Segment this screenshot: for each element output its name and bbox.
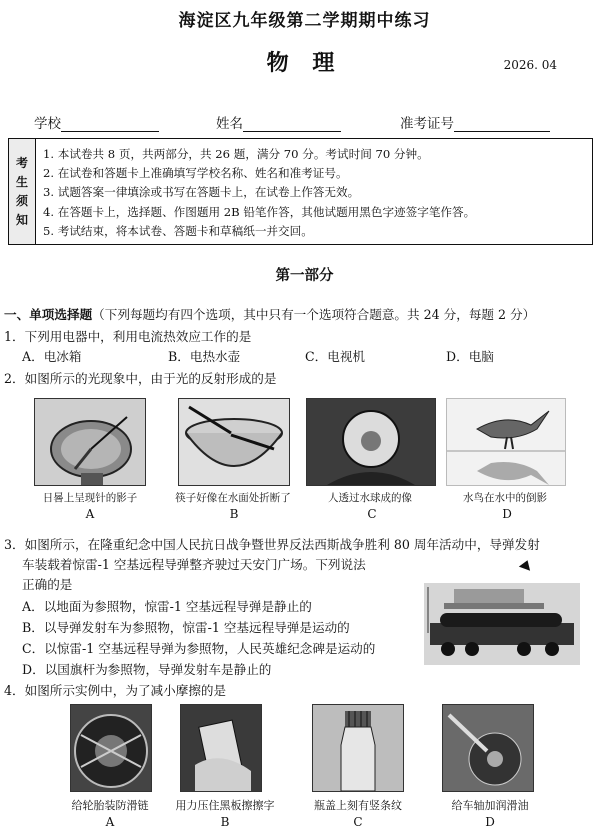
q1-option-c: C．电视机 [305,349,366,364]
exam-no-field [400,112,550,132]
q3-option-b: B．以导弹发射车为参照物，惊雷-1 空基远程导弹是运动的 [22,620,350,635]
part-title: 第一部分 [275,267,334,284]
water-ball-image [306,398,436,486]
exam-title: 海淀区九年级第二学期期中练习 [178,11,431,31]
bowl-drawing [179,399,289,485]
notice-item: 5. 考试结束，将本试卷、答题卡和草稿纸一并交回。 [43,223,313,238]
q1-option-a: A．电冰箱 [22,349,82,364]
q2-label-a: A [85,507,95,521]
axle-oil-image [442,704,534,792]
notice-item: 2. 在试卷和答题卡上准确填写学校名称、姓名和准考证号。 [43,166,348,181]
notice-item: 4. 在答题卡上，选择题、作图题用 2B 铅笔作答，其他试题用黑色字迹签字笔作答。 [43,204,476,219]
section-heading: 一、单项选择题（下列每题均有四个选项，其中只有一个选项符合题意。共 24 分，每题 2 分） [4,307,536,322]
q3-line3: 正确的是 [22,577,73,592]
notice-items [43,145,475,241]
q4-caption-d: 给车轴加润滑油 [451,799,529,812]
missile-vehicle-image [424,583,580,665]
bottle-drawing [313,705,403,791]
water-ball-drawing [307,399,435,485]
q4-label-b: B [220,815,230,829]
arrow-mark-icon [519,558,533,571]
q4-caption-a: 给轮胎装防滑链 [71,799,149,812]
sundial-drawing [35,399,145,485]
q3-line2: 车装载着惊雷-1 空基远程导弹整齐驶过天安门广场。下列说法 [22,557,366,572]
bottle-cap-image [312,704,404,792]
q4-label-c: C [353,815,363,829]
q2-label-d: D [502,507,512,521]
q2-caption-b: 筷子好像在水面处折断了 [175,492,291,504]
sundial-image [34,398,146,486]
name-label: 姓名 [216,116,243,132]
q2-label-b: B [229,507,239,521]
notice-box [8,138,593,245]
q3-option-d: D．以国旗杆为参照物，导弹发射车是静止的 [22,662,272,677]
bird-drawing [447,399,565,485]
name-field [216,112,341,132]
name-blank [243,116,341,132]
q3-option-c: C．以惊雷-1 空基远程导弹为参照物，人民英雄纪念碑是运动的 [22,641,376,656]
q3-option-a: A．以地面为参照物，惊雷-1 空基远程导弹是静止的 [22,599,312,614]
q2-caption-d: 水鸟在水中的倒影 [463,492,547,504]
chopsticks-bowl-image [178,398,290,486]
q2-label-c: C [367,507,377,521]
eraser-image [180,704,262,792]
axle-drawing [443,705,533,791]
exam-no-blank [454,116,550,132]
q4-label-a: A [105,815,115,829]
school-label: 学校 [34,116,61,132]
notice-item: 1. 本试卷共 8 页，共两部分，共 26 题，满分 70 分。考试时间 70 分钟。 [43,147,429,161]
exam-date: 2026. 04 [503,58,557,72]
bird-reflection-image [446,398,566,486]
school-field [34,112,159,132]
q4-label-d: D [485,815,495,829]
q2-caption-c: 人透过水球成的像 [328,492,412,504]
q4-caption-c: 瓶盖上刻有竖条纹 [314,799,402,812]
missile-vehicle-drawing [424,583,580,665]
notice-item: 3. 试题答案一律填涂或书写在答题卡上，在试卷上作答无效。 [43,185,360,200]
subject-title: 物 理 [266,50,343,76]
q2-stem: 2．如图所示的光现象中，由于光的反射形成的是 [4,371,277,386]
tire-drawing [71,705,151,791]
school-blank [61,116,159,132]
exam-no-label: 准考证号 [400,116,454,132]
q1-stem: 1．下列用电器中，利用电流热效应工作的是 [4,329,252,344]
q4-stem: 4．如图所示实例中，为了减小摩擦的是 [4,683,227,698]
eraser-drawing [181,705,261,791]
q2-caption-a: 日晷上呈现针的影子 [42,492,138,504]
q4-caption-b: 用力压住黑板擦擦字 [175,799,275,812]
q3-line1: 3．如图所示，在隆重纪念中国人民抗日战争暨世界反法西斯战争胜利 80 周年活动中，导弹发射 [4,537,540,552]
q1-option-b: B．电热水壶 [168,349,241,364]
q1-option-d: D．电脑 [446,349,494,364]
notice-label: 考 生 须 知 [9,139,36,244]
tire-chain-image [70,704,152,792]
